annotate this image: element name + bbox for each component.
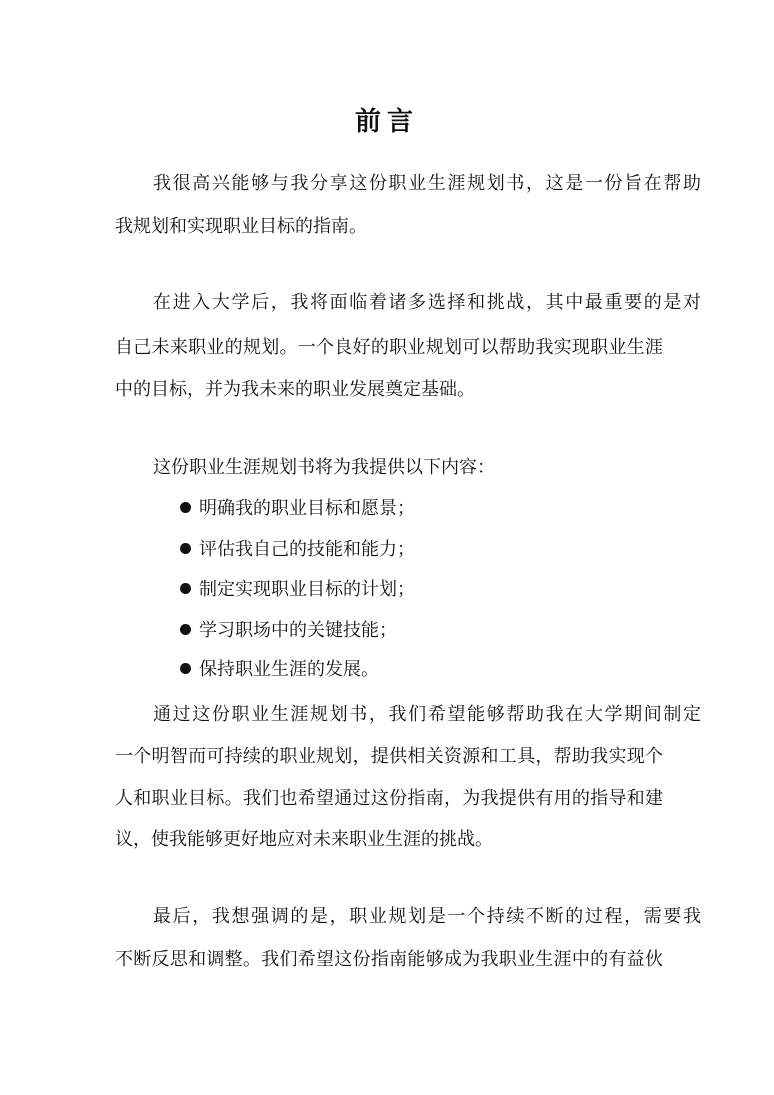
paragraph-line: 我规划和实现职业目标的指南。 [115,216,367,237]
paragraph-line: 不断反思和调整。我们希望这份指南能够成为我职业生涯中的有益伙 [115,949,663,970]
paragraph-line: 在进入大学后，我将面临着诸多选择和挑战，其中最重要的是对 [153,292,701,313]
list-item-text: 学习职场中的关键技能； [199,620,397,641]
list-item [180,658,379,682]
bullet-icon [180,543,191,554]
paragraph-line: 自己未来职业的规划。一个良好的职业规划可以帮助我实现职业生涯 [115,337,663,358]
paragraph-line: 中的目标，并为我未来的职业发展奠定基础。 [115,379,475,400]
paragraph-line: 最后，我想强调的是，职业规划是一个持续不断的过程，需要我 [153,906,701,927]
bullet-icon [180,502,191,513]
list-item [180,619,397,643]
list-item [180,538,415,562]
bullet-icon [180,624,191,635]
page-title: 前言 [354,107,419,137]
bullet-icon [180,663,191,674]
paragraph-line: 我很高兴能够与我分享这份职业生涯规划书，这是一份旨在帮助 [153,173,701,194]
list-item-text: 保持职业生涯的发展。 [199,659,379,680]
list-item-text: 制定实现职业目标的计划； [199,579,415,600]
list-item-text: 评估我自己的技能和能力； [199,539,415,560]
paragraph-line: 通过这份职业生涯规划书，我们希望能够帮助我在大学期间制定 [153,704,701,725]
paragraph-line: 议，使我能够更好地应对未来职业生涯的挑战。 [115,829,493,850]
list-item-text: 明确我的职业目标和愿景； [199,498,415,519]
paragraph-line: 人和职业目标。我们也希望通过这份指南，为我提供有用的指导和建 [115,788,663,809]
list-item [180,578,415,602]
list-item [180,497,415,521]
paragraph-line: 一个明智而可持续的职业规划，提供相关资源和工具，帮助我实现个 [115,746,663,767]
paragraph-line: 这份职业生涯规划书将为我提供以下内容： [153,457,495,478]
bullet-icon [180,583,191,594]
